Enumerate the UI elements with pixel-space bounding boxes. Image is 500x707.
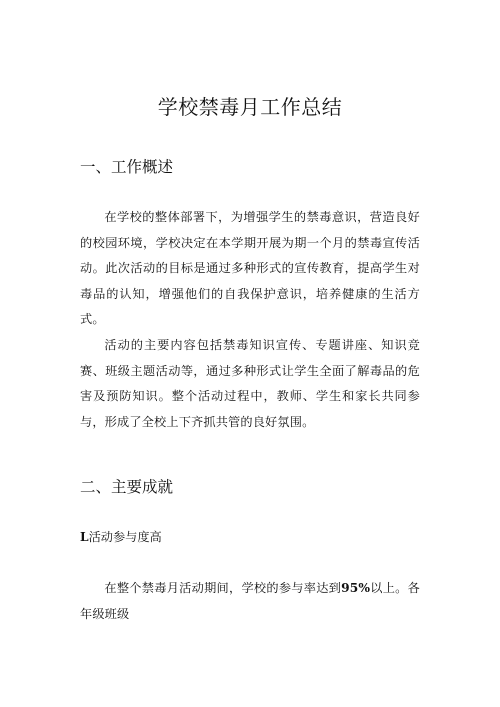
subheading-text: 活动参与度高 bbox=[88, 530, 162, 544]
paragraph-overview-1: 在学校的整体部署下，为增强学生的禁毒意识，营造良好的校园环境，学校决定在本学期开展为期一个月的禁毒宣传活动。此次活动的目标是通过多种形式的宣传教育，提高学生对毒品的认知，增强他们的自我保护意识，培养健康的生活方式。 bbox=[80, 210, 420, 326]
subheading-number: L bbox=[80, 530, 89, 544]
participation-rate: 95% bbox=[341, 581, 371, 595]
subheading-participation bbox=[80, 527, 162, 547]
document-title: 学校禁毒月工作总结 bbox=[157, 95, 343, 119]
section-heading-achievements: 二、主要成就 bbox=[80, 478, 174, 496]
paragraph-overview-2: 活动的主要内容包括禁毒知识宣传、专题讲座、知识竞赛、班级主题活动等，通过多种形式让学生全面了解毒品的危害及预防知识。整个活动过程中，教师、学生和家长共同参与，形成了全校上下齐抓共管的良好氛围。 bbox=[80, 338, 420, 429]
section-heading-overview: 一、工作概述 bbox=[80, 158, 174, 176]
paragraph-achievements-1 bbox=[80, 576, 420, 627]
paragraph-text-after: 以上。各年级班级 bbox=[80, 581, 420, 621]
paragraph-text-before: 在整个禁毒月活动期间，学校的参与率达到 bbox=[104, 581, 342, 595]
